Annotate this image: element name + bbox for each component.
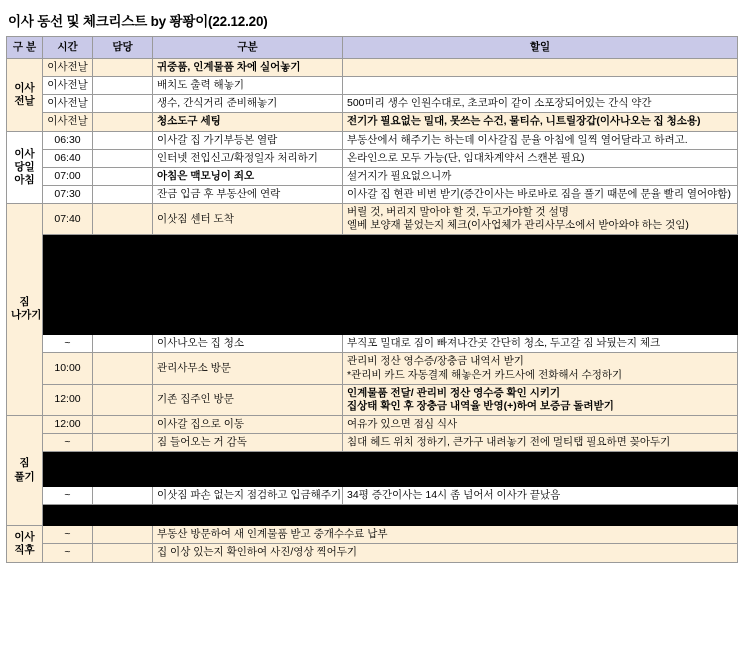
cell-category: 배치도 출력 해놓기 [153,77,343,95]
cell-time: 이사전날 [43,59,93,77]
cell-owner [93,384,153,415]
cell-todo [343,59,738,77]
cell-owner [93,149,153,167]
cell-time: 07:30 [43,185,93,203]
header-todo: 할일 [343,37,738,59]
blackbox-cell [93,452,153,487]
cell-owner [93,185,153,203]
todo-line: 관리비 정산 영수증/장충금 내역서 받기 [347,355,524,368]
table-row [7,113,738,131]
cell-owner [93,77,153,95]
section-label-unpack: 짐 풀기 [7,415,43,525]
cell-owner [93,335,153,353]
cell-todo [343,77,738,95]
table-row [7,167,738,185]
cell-todo: 부동산에서 해주기는 하는데 이사갈집 문율 아침에 일찍 열어달라고 하려고. [343,131,738,149]
cell-time: 이사전날 [43,95,93,113]
cell-owner [93,167,153,185]
cell-todo: 부직포 밀대로 짐이 빠져나간곳 간단히 청소, 두고갈 짐 놔뒀는지 체크 [343,335,738,353]
cell-category: 청소도구 세팅 [153,113,343,131]
cell-todo: 여유가 있으면 점심 식사 [343,415,738,433]
cell-category: 잔금 입금 후 부동산에 연락 [153,185,343,203]
table-row [7,95,738,113]
table-row [7,487,738,505]
cell-category: 이사갈 집 가기부등본 열람 [153,131,343,149]
cell-time: 10:00 [43,353,93,384]
table-row [7,204,738,235]
cell-category: 아침은 맥모닝이 죄오 [153,167,343,185]
table-body [7,59,738,563]
cell-time: 이사전날 [43,77,93,95]
blackbox-cell [43,505,93,526]
table-row [7,526,738,544]
blackbox-cell [153,505,343,526]
blackbox-cell [153,235,343,335]
cell-todo: 34평 증간이사는 14시 좀 넘어서 이사가 끝났음 [343,487,738,505]
cell-category: 부동산 방문하여 새 인계물품 받고 중개수수료 납부 [153,526,738,544]
cell-time: 07:40 [43,204,93,235]
cell-category: 기존 집주인 방문 [153,384,343,415]
cell-todo [343,384,738,415]
table-row [7,185,738,203]
cell-category: 이삿짐 센터 도착 [153,204,343,235]
page-title: 이사 동선 및 체크리스트 by 퐝퐝이(22.12.20) [8,14,268,29]
table-row [7,544,738,562]
cell-owner [93,434,153,452]
cell-todo [343,204,738,235]
blackbox-cell [93,235,153,335]
table-row [7,353,738,384]
todo-line: 인계물품 전달/ 관리비 정산 영수증 확인 시키기 [347,386,561,399]
cell-owner [93,487,153,505]
table-row [7,384,738,415]
todo-line: 버릴 것, 버리지 말아야 할 것, 두고가야할 것 설명 [347,206,569,218]
todo-line: 엘베 보양재 붙었는지 체크(이사업체가 관리사무소에서 받아와야 하는 것임) [347,219,689,232]
table-row-spacer [7,505,738,526]
cell-owner [93,526,153,544]
cell-time: 12:00 [43,415,93,433]
cell-owner [93,544,153,562]
cell-todo: 전기가 필요없는 밀대, 못쓰는 수건, 물티슈, 니트릴장갑(이사나오는 집 청소용) [343,113,738,131]
blackbox-cell [343,235,738,335]
cell-category: 관리사무소 방문 [153,353,343,384]
cell-time: ~ [43,335,93,353]
blackbox-cell [43,235,93,335]
cell-category: 이삿짐 파손 없는지 점검하고 입금해주기 [153,487,343,505]
cell-todo [343,353,738,384]
cell-time: ~ [43,487,93,505]
table-row-spacer [7,235,738,335]
blackbox-cell [93,505,153,526]
header-time: 시간 [43,37,93,59]
blackbox-cell [343,452,738,487]
blackbox-cell [343,505,738,526]
section-label-move-out: 짐 나가기 [7,204,43,416]
table-row [7,434,738,452]
cell-todo: 침대 헤드 위치 정하기, 큰가구 내려놓기 전에 멀티탭 필요하면 꽂아두기 [343,434,738,452]
cell-time: ~ [43,434,93,452]
header-section: 구 분 [7,37,43,59]
cell-owner [93,131,153,149]
todo-line: *관리비 카드 자동결제 해놓은거 카드사에 전화해서 수정하기 [347,368,623,381]
cell-time: 12:00 [43,384,93,415]
table-row [7,415,738,433]
cell-owner [93,204,153,235]
cell-time: 06:30 [43,131,93,149]
table-row [7,335,738,353]
table-row [7,131,738,149]
cell-category: 집 이상 있는지 확인하여 사진/영상 찍어두기 [153,544,738,562]
header-category: 구분 [153,37,343,59]
cell-time: 이사전날 [43,113,93,131]
table-row [7,59,738,77]
table-row [7,77,738,95]
checklist-table [6,36,738,563]
table-header-row [7,37,738,59]
cell-todo: 이사갈 집 현관 비번 받기(증간이사는 바로바로 짐을 풀기 때문에 문율 빨리 열어야함) [343,185,738,203]
cell-owner [93,415,153,433]
cell-todo: 설거지가 필요없으니까 [343,167,738,185]
cell-owner [93,59,153,77]
cell-owner [93,95,153,113]
blackbox-cell [153,452,343,487]
table-row-spacer [7,452,738,487]
cell-time: ~ [43,544,93,562]
section-label-moving-eve: 이사 전날 [7,59,43,132]
cell-category: 짐 들어오는 거 감독 [153,434,343,452]
cell-owner [93,353,153,384]
cell-category: 이사나오는 집 청소 [153,335,343,353]
cell-time: 06:40 [43,149,93,167]
cell-time: ~ [43,526,93,544]
header-owner: 담당 [93,37,153,59]
table-row [7,149,738,167]
cell-category: 이사갈 집으로 이동 [153,415,343,433]
cell-category: 인터넷 전입신고/확정일자 처리하기 [153,149,343,167]
cell-category: 생수, 간식거리 준비해놓기 [153,95,343,113]
section-label-moving-morning: 이사 당일 아침 [7,131,43,204]
section-label-after-move: 이사 직후 [7,526,43,562]
cell-todo: 500미리 생수 인원수대로, 초코파이 같이 소포장되어있는 간식 약간 [343,95,738,113]
cell-owner [93,113,153,131]
todo-line: 집상태 확인 후 장충금 내역율 반영(+)하여 보증금 돌려받기 [347,399,614,412]
cell-category: 귀중품, 인계물품 차에 실어놓기 [153,59,343,77]
blackbox-cell [43,452,93,487]
cell-todo: 온라인으로 모두 가능(단, 임대차계약서 스캔본 필요) [343,149,738,167]
cell-time: 07:00 [43,167,93,185]
